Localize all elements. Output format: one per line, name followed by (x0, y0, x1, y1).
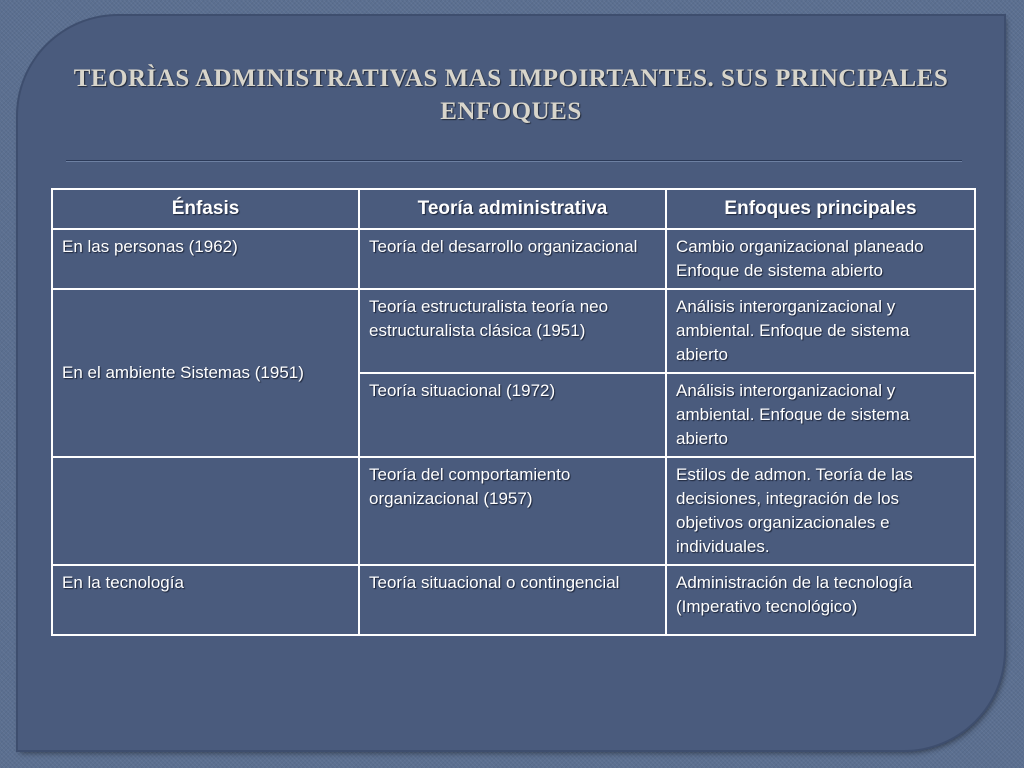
table-row (52, 457, 975, 565)
table-row (52, 565, 975, 635)
cell-approach: Estilos de admon. Teoría de las decisiones, integración de los objetivos organizacionales e individuales. (666, 457, 975, 565)
cell-theory: Teoría situacional (1972) (359, 373, 666, 457)
cell-theory: Teoría del desarrollo organizacional (359, 229, 666, 289)
cell-emphasis: En las personas (1962) (52, 229, 359, 289)
cell-theory: Teoría del comportamiento organizacional (1957) (359, 457, 666, 565)
header-theory: Teoría administrativa (359, 189, 666, 229)
cell-theory: Teoría estructuralista teoría neo estructuralista clásica (1951) (359, 289, 666, 373)
slide-title: TEORÌAS ADMINISTRATIVAS MAS IMPOIRTANTES. SUS PRINCIPALES ENFOQUES (73, 65, 949, 125)
cell-approach: Cambio organizacional planeado Enfoque de sistema abierto (666, 229, 975, 289)
table-header-row (52, 189, 975, 229)
cell-emphasis: En el ambiente Sistemas (1951) (52, 289, 359, 457)
theories-table (51, 188, 976, 636)
table-row (52, 289, 975, 373)
cell-theory: Teoría situacional o contingencial (359, 565, 666, 635)
cell-approach: Administración de la tecnología (Imperativo tecnológico) (666, 565, 975, 635)
cell-approach: Análisis interorganizacional y ambiental. Enfoque de sistema abierto (666, 373, 975, 457)
cell-approach: Análisis interorganizacional y ambiental. Enfoque de sistema abierto (666, 289, 975, 373)
title-divider (66, 160, 962, 162)
slide-panel (18, 16, 1004, 750)
header-approach: Enfoques principales (666, 189, 975, 229)
header-emphasis: Énfasis (52, 189, 359, 229)
table-row (52, 229, 975, 289)
cell-emphasis: En la tecnología (52, 565, 359, 635)
cell-emphasis (52, 457, 359, 565)
